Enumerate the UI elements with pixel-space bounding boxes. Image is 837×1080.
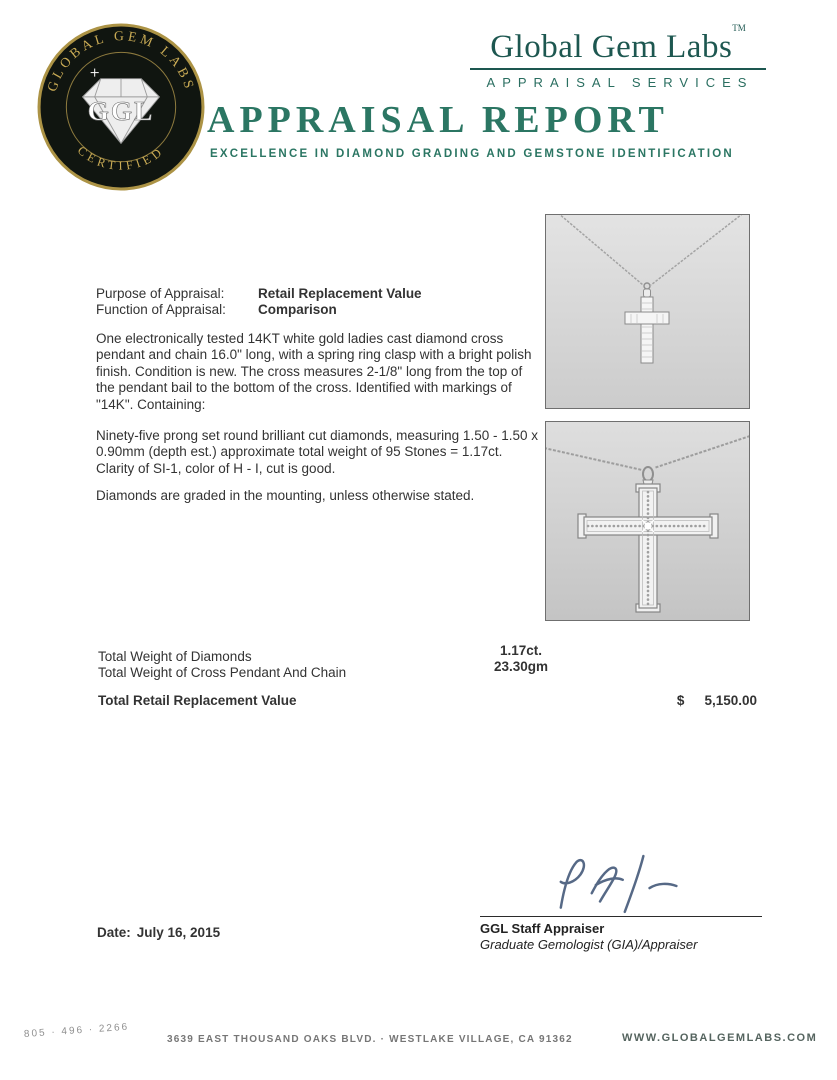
logo-arc-top-text: GLOBAL GEM LABS	[44, 28, 198, 94]
cross-closeup-photo-icon	[546, 422, 749, 620]
pendant-photo-full	[545, 214, 750, 409]
date-value: July 16, 2015	[136, 925, 221, 940]
footer-phone: 805 · 496 · 2266	[23, 1021, 130, 1040]
report-title: APPRAISAL REPORT	[207, 99, 669, 141]
retail-value-amount: 5,150.00	[704, 693, 757, 708]
grading-note: Diamonds are graded in the mounting, unless otherwise stated.	[96, 488, 475, 503]
total-weight-diamonds-label: Total Weight of Diamonds	[98, 649, 252, 664]
totals-values	[466, 643, 576, 675]
report-tagline: EXCELLENCE IN DIAMOND GRADING AND GEMSTONE IDENTIFICATION	[210, 148, 734, 160]
brand-name: Global Gem Labs	[490, 29, 733, 65]
footer-address: 3639 EAST THOUSAND OAKS BLVD. · WESTLAKE VILLAGE, CA 91362	[167, 1034, 573, 1045]
necklace-photo-icon	[546, 215, 749, 408]
function-label: Function of Appraisal:	[96, 301, 226, 317]
totals-labels	[98, 649, 346, 681]
brand-subtitle: APPRAISAL SERVICES	[486, 75, 754, 90]
function-value: Comparison	[258, 301, 337, 317]
total-weight-diamonds-value: 1.17ct.	[499, 643, 543, 658]
footer-website: WWW.GLOBALGEMLABS.COM	[622, 1032, 818, 1044]
logo-monogram: GGL	[87, 96, 155, 127]
pendant-photo-closeup	[545, 421, 750, 621]
ggl-certified-seal-icon	[36, 22, 206, 192]
function-row	[96, 302, 556, 318]
appraiser-title: GGL Staff Appraiser	[480, 921, 605, 936]
appraiser-subtitle: Graduate Gemologist (GIA)/Appraiser	[480, 937, 698, 952]
date-label: Date:	[97, 925, 131, 940]
item-description: One electronically tested 14KT white gold ladies cast diamond cross pendant and chain 16.0" long, with a spring ring clasp with a bright polish finish. Condition is new. The cross measures 2-1/8" long from the top of the pendant bail to the bottom of the cross. Identified with markings of "14K". Containing:	[96, 331, 532, 412]
appraiser-signature-icon	[548, 854, 683, 918]
currency-symbol: $	[676, 693, 685, 708]
brand-title	[470, 24, 766, 65]
retail-value-label: Total Retail Replacement Value	[98, 693, 297, 708]
purpose-label: Purpose of Appraisal:	[96, 286, 225, 301]
total-weight-pendant-value: 23.30gm	[493, 659, 549, 674]
total-weight-pendant-label: Total Weight of Cross Pendant And Chain	[98, 665, 347, 680]
brand-block	[470, 24, 766, 90]
sparkle-icon	[642, 520, 654, 532]
logo-arc-bottom-text: CERTIFIED	[74, 143, 168, 173]
purpose-row	[96, 286, 556, 302]
signature-line	[480, 916, 762, 917]
appraisal-meta	[96, 286, 556, 317]
retail-amount	[677, 693, 757, 708]
purpose-value: Retail Replacement Value	[258, 286, 422, 301]
retail-value-row	[98, 693, 757, 708]
stones-description: Ninety-five prong set round brilliant cut diamonds, measuring 1.50 - 1.50 x 0.90mm (depth est.) approximate total weight of 95 Stones = 1.17ct. Clarity of SI-1, color of H - I, cut is good.	[96, 428, 538, 476]
trademark-mark: TM	[732, 23, 746, 33]
date-row	[97, 925, 220, 940]
brand-divider	[470, 68, 766, 70]
